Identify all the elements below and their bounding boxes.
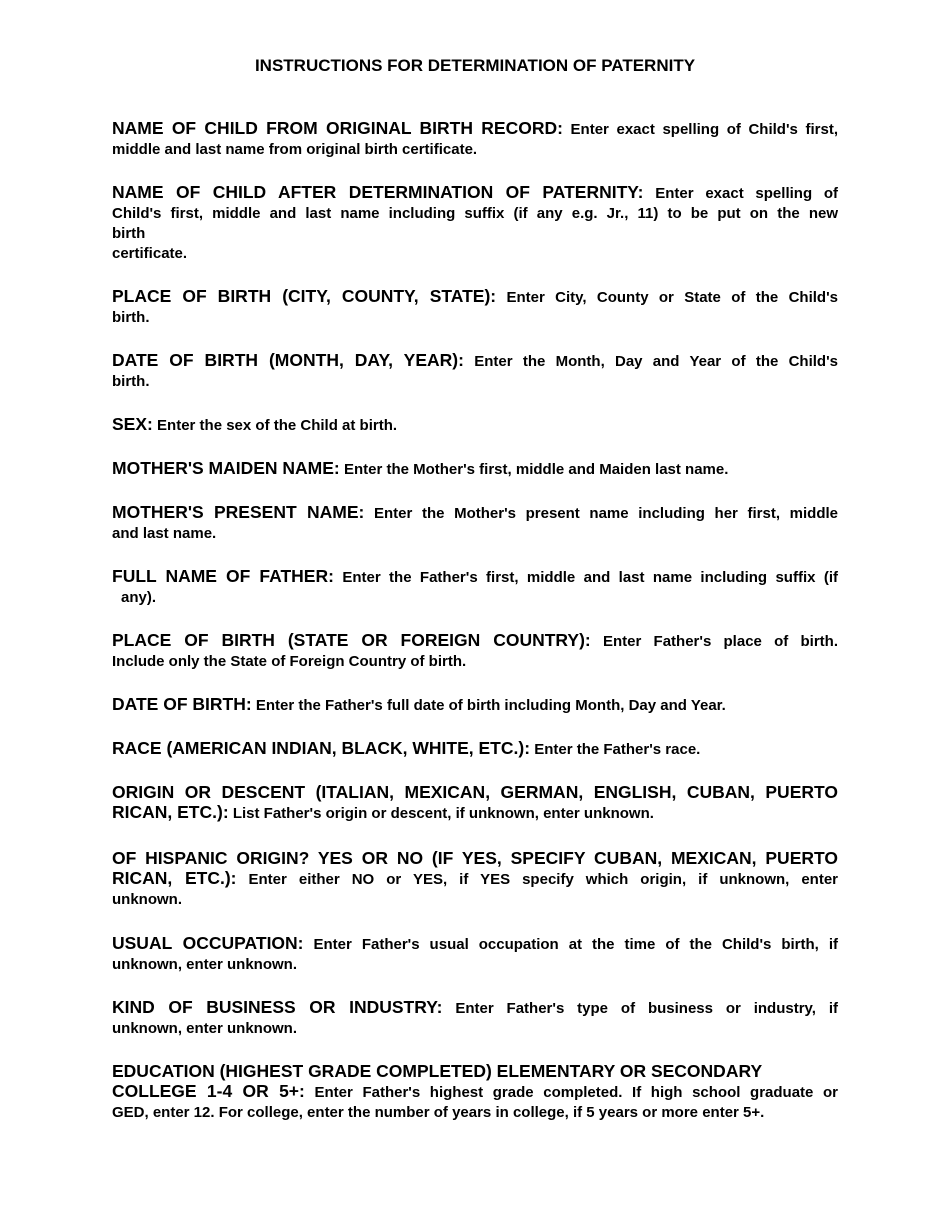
entry-text: Enter Father's usual occupation at the time of the Child's birth, if (313, 936, 838, 953)
entry-continuation: unknown, enter unknown. (112, 956, 297, 973)
entry-continuation: Include only the State of Foreign Country of birth. (112, 653, 467, 670)
entry-father-education (112, 1061, 838, 1123)
entry-label: DATE OF BIRTH (MONTH, DAY, YEAR): (112, 350, 464, 370)
entry-text: Enter the Mother's first, middle and Maiden last name. (343, 461, 729, 478)
entry-mother-maiden-name (112, 458, 838, 480)
entry-text: Enter either NO or YES, if YES specify which origin, if unknown, enter (248, 871, 839, 888)
entry-continuation: birth. (112, 309, 150, 326)
entry-continuation: certificate. (112, 245, 188, 262)
entry-label: RACE (AMERICAN INDIAN, BLACK, WHITE, ETC.): (112, 738, 531, 758)
entry-text: List Father's origin or descent, if unknown, enter unknown. (232, 805, 654, 822)
entry-mother-present-name (112, 502, 838, 544)
entry-father-hispanic-origin (112, 848, 838, 910)
entry-father-business (112, 997, 838, 1039)
entry-label: KIND OF BUSINESS OR INDUSTRY: (112, 997, 443, 1017)
entry-label: PLACE OF BIRTH (CITY, COUNTY, STATE): (112, 286, 497, 306)
entry-continuation: any). (121, 589, 157, 606)
entry-father-birthplace (112, 630, 838, 672)
entry-text: Enter Father's type of business or industry, if (455, 1000, 839, 1017)
entry-father-occupation (112, 933, 838, 975)
entry-label: MOTHER'S PRESENT NAME: (112, 502, 365, 522)
entry-text: Enter exact spelling of Child's first, (570, 121, 838, 138)
entry-continuation: middle and last name from original birth certificate. (112, 141, 478, 158)
entry-father-race (112, 738, 838, 760)
entry-label-continuation: COLLEGE 1-4 OR 5+: (112, 1081, 305, 1101)
entry-text: Enter Father's place of birth. (602, 633, 838, 650)
entry-continuation: Child's first, middle and last name including suffix (if any e.g. Jr., 11) to be put on the new (112, 205, 838, 222)
entry-text: Enter Father's highest grade completed. If high school graduate or (314, 1084, 839, 1101)
entry-label: USUAL OCCUPATION: (112, 933, 304, 953)
entry-label: PLACE OF BIRTH (STATE OR FOREIGN COUNTRY): (112, 630, 591, 650)
entry-label: FULL NAME OF FATHER: (112, 566, 334, 586)
entry-continuation: birth (112, 225, 146, 242)
entry-label: ORIGIN OR DESCENT (ITALIAN, MEXICAN, GERMAN, ENGLISH, CUBAN, PUERTO (112, 782, 838, 802)
entry-continuation: GED, enter 12. For college, enter the number of years in college, if 5 years or more enter 5+. (112, 1104, 765, 1121)
entry-label: NAME OF CHILD AFTER DETERMINATION OF PATERNITY: (112, 182, 644, 202)
entry-text: Enter the Father's race. (534, 741, 701, 758)
entry-text: Enter the Father's full date of birth including Month, Day and Year. (255, 697, 726, 714)
entry-text: Enter the Mother's present name including her first, middle (373, 505, 838, 522)
entry-text: Enter exact spelling of (655, 185, 839, 202)
entry-child-birthplace (112, 286, 838, 328)
entry-child-new-name (112, 182, 838, 264)
entry-continuation: unknown, enter unknown. (112, 1020, 297, 1037)
entry-continuation: and last name. (112, 525, 217, 542)
entry-child-birthdate (112, 350, 838, 392)
entry-father-origin (112, 782, 838, 824)
entry-child-original-name (112, 118, 838, 160)
entry-continuation: birth. (112, 373, 150, 390)
entry-text: Enter the sex of the Child at birth. (157, 417, 398, 434)
entry-continuation: unknown. (112, 891, 182, 908)
entry-father-birthdate (112, 694, 838, 716)
entry-text: Enter the Father's first, middle and last name including suffix (if (342, 569, 838, 586)
entry-label: NAME OF CHILD FROM ORIGINAL BIRTH RECORD: (112, 118, 563, 138)
entry-text: Enter the Month, Day and Year of the Child's (474, 353, 838, 370)
entry-label-continuation: RICAN, ETC.): (112, 802, 229, 822)
entry-father-full-name (112, 566, 838, 608)
entry-text: Enter City, County or State of the Child's (506, 289, 838, 306)
entry-label: SEX: (112, 414, 153, 434)
entry-label: MOTHER'S MAIDEN NAME: (112, 458, 340, 478)
entry-child-sex (112, 414, 838, 436)
entry-label: EDUCATION (HIGHEST GRADE COMPLETED) ELEMENTARY OR SECONDARY (112, 1061, 763, 1081)
entry-label-continuation: RICAN, ETC.): (112, 868, 237, 888)
page-title: INSTRUCTIONS FOR DETERMINATION OF PATERNITY (254, 56, 696, 75)
entry-label: DATE OF BIRTH: (112, 694, 252, 714)
entry-label: OF HISPANIC ORIGIN? YES OR NO (IF YES, SPECIFY CUBAN, MEXICAN, PUERTO (112, 848, 838, 868)
